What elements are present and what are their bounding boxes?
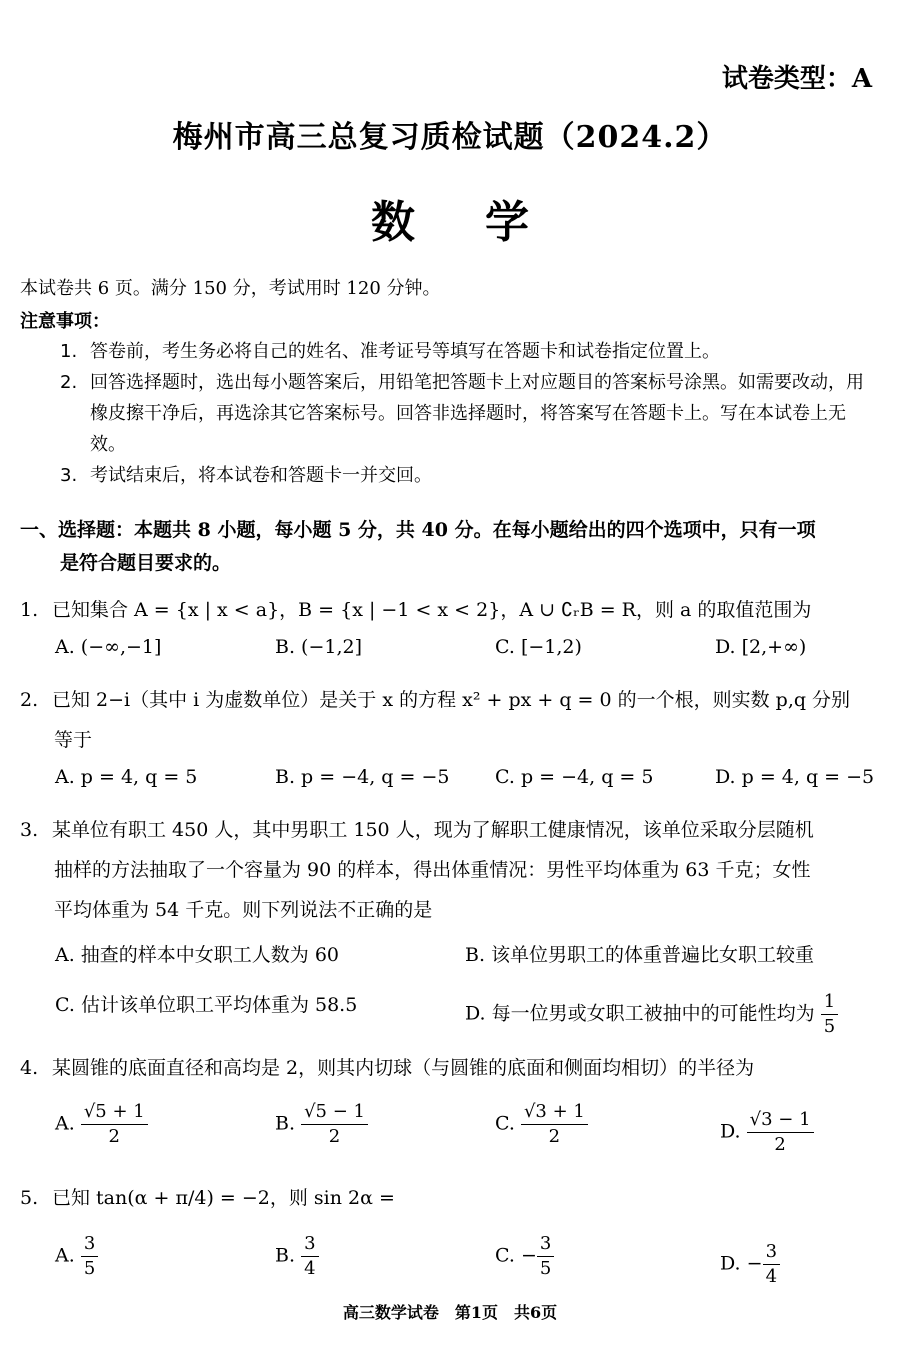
note-item: 2. 回答选择题时，选出每小题答案后，用铅笔把答题卡上对应题目的答案标号涂黑。如需要改动，用橡皮擦干净后，再选涂其它答案标号。回答非选择题时，将答案写在答题卡上。写在本试卷上无效。 (60, 372, 864, 455)
page-footer: 高三数学试卷 第1页 共6页 (342, 1303, 558, 1322)
option-c: C. $\frac{√3 + 1}{2}$ (495, 1100, 588, 1149)
option-d: D. 每一位男或女职工被抽中的可能性均为 $\frac{1}{5}$ (465, 990, 838, 1039)
option-d: D. [2,+∞) (715, 636, 807, 658)
option-a: A. $\frac{√5 + 1}{2}$ (55, 1100, 148, 1149)
option-b: B. p = −4, q = −5 (275, 766, 450, 788)
question-2-options (55, 766, 885, 806)
subject-title: 数学 (371, 197, 599, 248)
option-d: D. $\frac{√3 - 1}{2}$ (720, 1108, 814, 1157)
paper-type: 试卷类型：A (721, 64, 872, 94)
option-a: A. p = 4, q = 5 (55, 766, 198, 788)
exam-meta: 本试卷共 6 页。满分 150 分，考试用时 120 分钟。 (20, 278, 441, 299)
option-a: A. (−∞,−1] (55, 636, 162, 658)
option-b: B. (−1,2] (275, 636, 363, 658)
question-4: 4. 某圆锥的底面直径和高均是 2，则其内切球（与圆锥的底面和侧面均相切）的半径为 (20, 1057, 755, 1079)
option-a: A. $\frac{3}{5}$ (55, 1232, 98, 1281)
question-5-options (55, 1232, 885, 1292)
question-3: 3. 某单位有职工 450 人，其中男职工 150 人，现为了解职工健康情况，该单位采取分层随机 抽样的方法抽取了一个容量为 90 的样本，得出体重情况：男性平均体重为 63 千克；女性 平均体重为 54 千克。则下列说法不正确的是 (20, 819, 814, 921)
note-item: 3. 考试结束后，将本试卷和答题卡一并交回。 (60, 465, 432, 486)
question-3-options-row2 (55, 986, 885, 1042)
option-c: C. 估计该单位职工平均体重为 58.5 (55, 994, 358, 1016)
question-5: 5. 已知 tan(α + π/4) = −2，则 sin 2α = (20, 1187, 395, 1209)
note-item: 1. 答卷前，考生务必将自己的姓名、准考证号等填写在答题卡和试卷指定位置上。 (60, 341, 720, 362)
question-1: 1. 已知集合 A = {x | x < a}，B = {x | −1 < x < 2}，A ∪ ∁ᵣB = R，则 a 的取值范围为 (20, 599, 812, 621)
option-d: D. p = 4, q = −5 (715, 766, 875, 788)
exam-title: 梅州市高三总复习质检试题（2024.2） (172, 120, 728, 155)
question-1-options (55, 636, 885, 676)
option-c: C. − $\frac{3}{5}$ (495, 1232, 554, 1281)
notes-title: 注意事项： (20, 311, 110, 332)
option-c: C. p = −4, q = 5 (495, 766, 654, 788)
option-b: B. 该单位男职工的体重普遍比女职工较重 (465, 944, 815, 966)
option-a: A. 抽查的样本中女职工人数为 60 (55, 944, 340, 966)
option-b: B. $\frac{√5 - 1}{2}$ (275, 1100, 368, 1149)
option-c: C. [−1,2) (495, 636, 582, 658)
fraction: $\frac{1}{5}$ (821, 990, 838, 1039)
notes-list (60, 336, 880, 491)
option-b: B. $\frac{3}{4}$ (275, 1232, 319, 1281)
section-heading: 一、选择题：本题共 8 小题，每小题 5 分，共 40 分。在每小题给出的四个选项中，只有一项 是符合题目要求的。 (20, 519, 816, 574)
question-4-options (55, 1100, 885, 1160)
question-2: 2. 已知 2−i（其中 i 为虚数单位）是关于 x 的方程 x² + px + q = 0 的一个根，则实数 p,q 分别 等于 (20, 689, 851, 751)
option-d: D. − $\frac{3}{4}$ (720, 1240, 780, 1289)
question-3-options-row1 (55, 940, 885, 980)
